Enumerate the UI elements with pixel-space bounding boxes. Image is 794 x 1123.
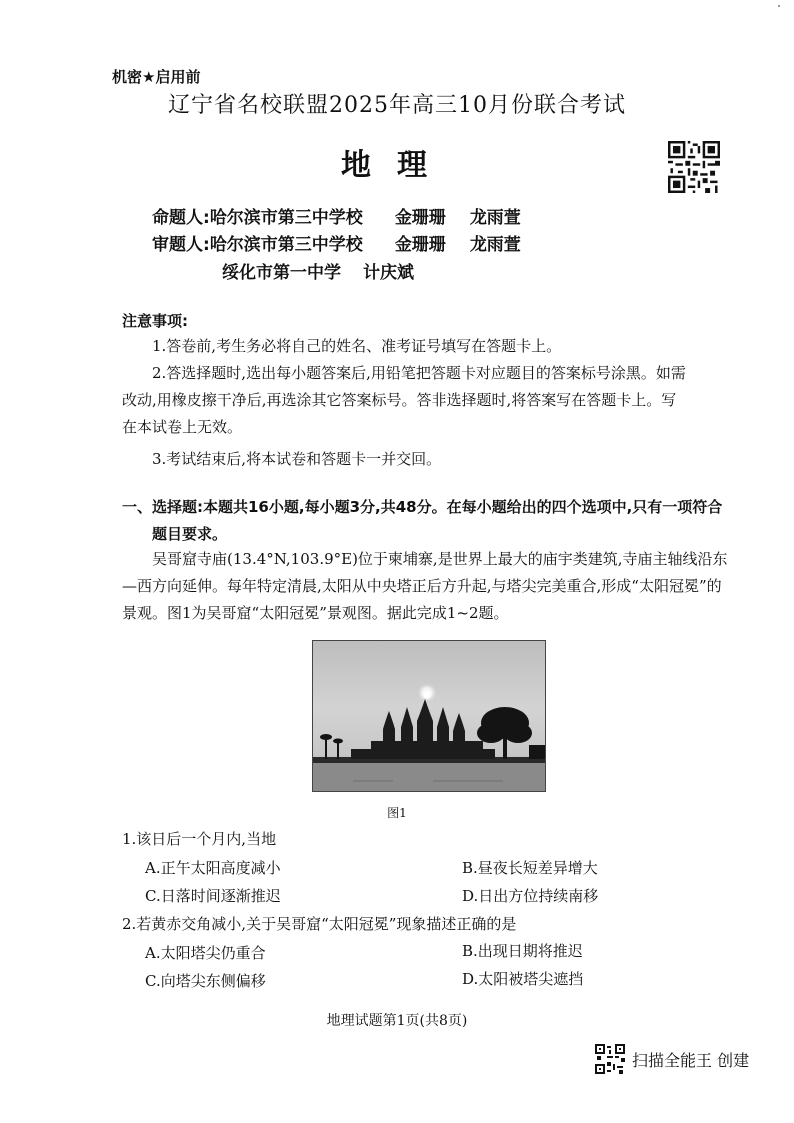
qr-code-icon <box>668 141 720 193</box>
reviewer-name-1: 金珊珊 <box>394 235 446 255</box>
scanner-qr-icon <box>595 1044 625 1074</box>
reviewer2-line <box>222 258 414 283</box>
subject-title: 地理 <box>341 148 453 183</box>
question-1-option-d: D.日出方位持续南移 <box>462 887 599 905</box>
setter-name-1: 金珊珊 <box>394 208 446 228</box>
setter-line <box>152 203 521 228</box>
question-1-stem: 1.该日后一个月内,当地 <box>122 830 277 848</box>
question-2-stem: 2.若黄赤交角减小,关于吴哥窟“太阳冠冕”现象描述正确的是 <box>122 915 517 933</box>
reviewer-school: 哈尔滨市第三中学校 <box>209 235 363 255</box>
passage-text: 吴哥窟寺庙(13.4°N,103.9°E)位于柬埔寨,是世界上最大的庙宇类建筑,寺庙主轴线沿东—西方向延伸。每年特定清晨,太阳从中央塔正后方升起,与塔尖完美重合,形成“太阳冠冕”的景观。图1为吴哥窟“太阳冠冕”景观图。据此完成1~2题。 <box>122 550 728 622</box>
question-2-option-d: D.太阳被塔尖遮挡 <box>462 970 584 988</box>
notice-heading: 注意事项: <box>122 312 188 330</box>
setter-name-2: 龙雨萱 <box>469 208 521 228</box>
reviewer-label: 审题人: <box>152 235 210 255</box>
setter-school: 哈尔滨市第三中学校 <box>209 208 363 228</box>
notice-item-1: 1.答卷前,考生务必将自己的姓名、准考证号填写在答题卡上。 <box>152 337 562 355</box>
question-2-option-b: B.出现日期将推迟 <box>462 942 583 960</box>
question-1-option-c: C.日落时间逐渐推迟 <box>145 887 281 905</box>
notice-item-2-line-1: 2.答选择题时,选出每小题答案后,用铅笔把答题卡对应题目的答案标号涂黑。如需 <box>152 364 686 382</box>
scanner-watermark: 扫描全能王 创建 <box>632 1051 750 1070</box>
notice-item-2-line-2: 改动,用橡皮擦干净后,再选涂其它答案标号。答非选择题时,将答案写在答题卡上。写 <box>122 391 677 409</box>
question-2-option-a: A.太阳塔尖仍重合 <box>145 944 266 962</box>
reviewer-line <box>152 230 521 255</box>
question-2-option-c: C.向塔尖东侧偏移 <box>145 972 266 990</box>
notice-item-2-line-3: 在本试卷上无效。 <box>122 418 243 436</box>
question-1-option-b: B.昼夜长短差异增大 <box>462 859 598 877</box>
angkor-wat-image <box>313 641 545 791</box>
section-title: 一、选择题:本题共16小题,每小题3分,共48分。在每小题给出的四个选项中,只有一项符合题目要求。 <box>122 498 723 543</box>
exam-title: 辽宁省名校联盟2025年高三10月份联合考试 <box>168 93 626 118</box>
figure-caption: 图1 <box>387 806 407 820</box>
notice-item-3: 3.考试结束后,将本试卷和答题卡一并交回。 <box>152 450 442 468</box>
scan-speck <box>778 5 780 7</box>
reviewer2-name: 计庆斌 <box>363 263 414 283</box>
page-footer: 地理试题第1页(共8页) <box>326 1013 468 1029</box>
reviewer-name-2: 龙雨萱 <box>469 235 521 255</box>
confidential-mark: 机密★启用前 <box>112 68 201 86</box>
setter-label: 命题人: <box>152 208 210 228</box>
question-1-option-a: A.正午太阳高度减小 <box>145 859 281 877</box>
reviewer2-school: 绥化市第一中学 <box>222 263 341 283</box>
figure-1-photo <box>312 640 546 792</box>
